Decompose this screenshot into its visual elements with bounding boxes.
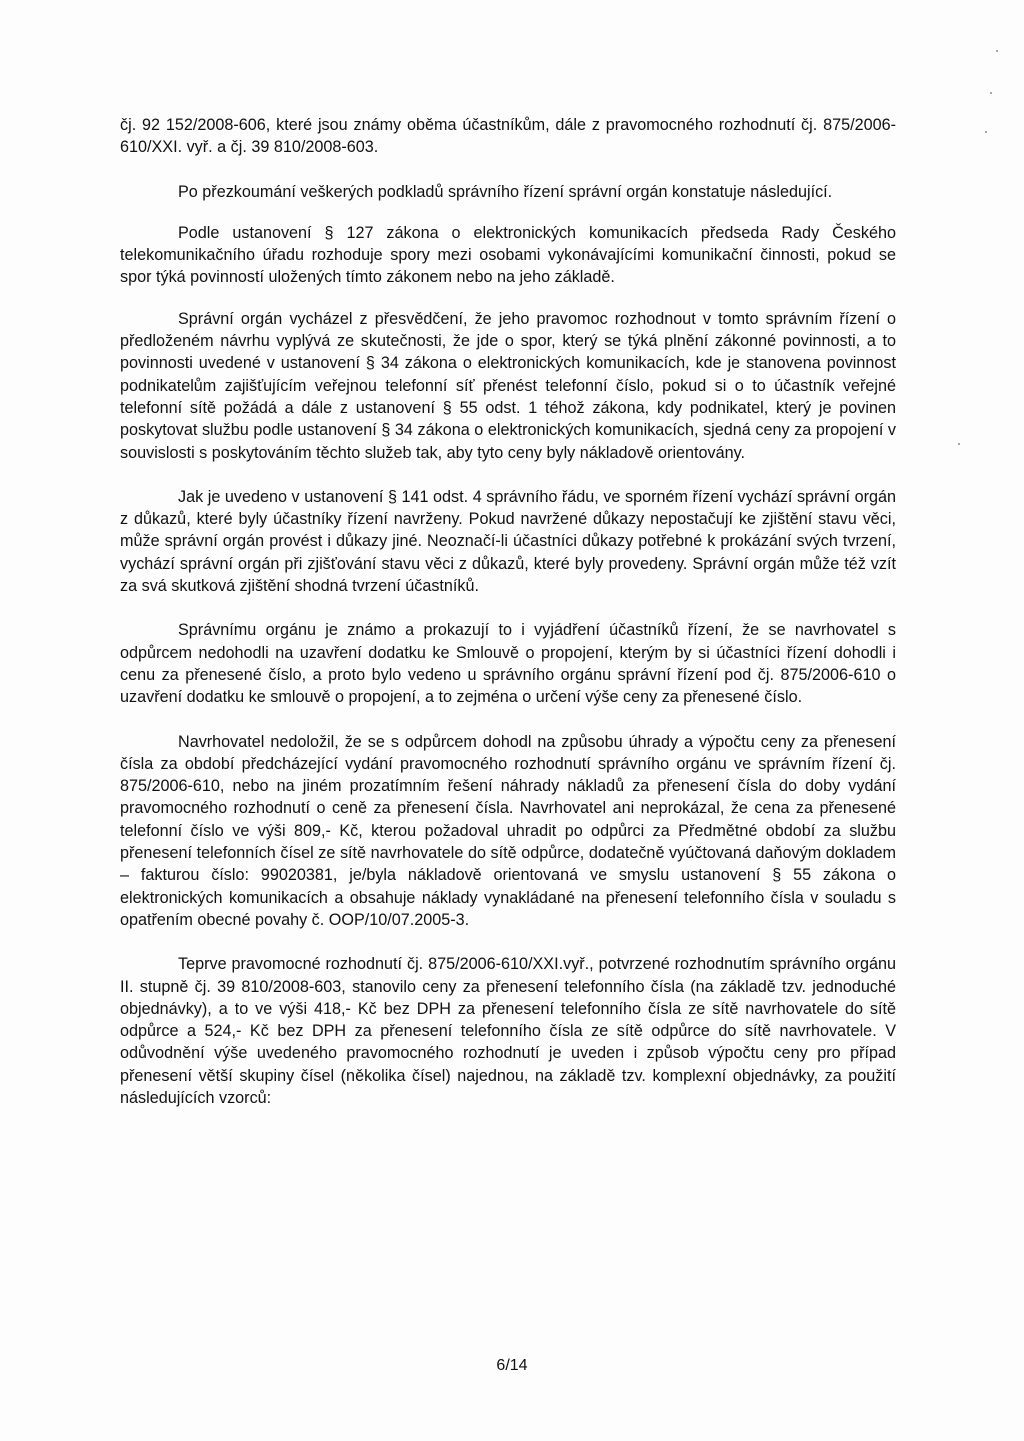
scan-speck bbox=[996, 50, 998, 52]
paragraph-references: čj. 92 152/2008-606, které jsou známy oběma účastníkům, dále z pravomocného rozhodnutí čj. 875/2006-610/XXI. vyř. a čj. 39 810/2008-603. bbox=[120, 116, 896, 157]
scan-speck bbox=[958, 443, 960, 445]
paragraph-jurisdiction: Správní orgán vycházel z přesvědčení, že jeho pravomoc rozhodnout v tomto správním řízení o předloženém návrhu vyplývá ze skutečnosti, že jde o spor, který se týká plnění zákonné povinnosti, a to povinnosti uvedené v ustanovení § 34 zákona o elektronických komunikacích, kde je stanovena povinnost podnikatelům zajišťujícím veřejnou telefonní síť přenést telefonní číslo, pokud si o to účastník veřejné telefonní sítě požádá a dále z ustanovení § 55 odst. 1 téhož zákona, kdy podnikatel, který je povinen poskytovat službu podle ustanovení § 34 zákona o elektronických komunikacích, sjedná ceny za propojení v souvislosti s poskytováním těchto služeb tak, aby tyto ceny byly nákladově orientovány. bbox=[120, 309, 896, 462]
page-number: 6/14 bbox=[496, 1357, 528, 1374]
paragraph-evidence: Jak je uvedeno v ustanovení § 141 odst. 4 správního řádu, ve sporném řízení vychází správní orgán z důkazů, které byly účastníky řízení navrženy. Pokud navržené důkazy nepostačují ke zjištění stavu věci, může správní orgán provést i důkazy jiné. Neoznačí-li účastníci důkazy potřebné k prokázání svých tvrzení, vychází správní orgán při zjišťování stavu věci z důkazů, které byly provedeny. Správní orgán může též vzít za svá skutková zjištění shodná tvrzení účastníků. bbox=[120, 487, 896, 596]
document-body bbox=[120, 114, 896, 1109]
paragraph-review-statement: Po přezkoumání veškerých podkladů správního řízení správní orgán konstatuje následující. bbox=[178, 182, 833, 201]
scan-speck bbox=[990, 92, 992, 94]
paragraph-claimant-not-proven: Navrhovatel nedoložil, že se s odpůrcem dohodl na způsobu úhrady a výpočtu ceny za přenesení čísla za období předcházející vydání pravomocného rozhodnutí správního orgánu ve správním řízení čj. 875/2006-610, nebo na jiném prozatímním řešení náhrady nákladů za přenesení čísla do doby vydání pravomocného rozhodnutí o ceně za přenesení čísla. Navrhovatel ani neprokázal, že cena za přenesené telefonní číslo ve výši 809,- Kč, kterou požadoval uhradit po odpůrci za Předmětné období za službu přenesení telefonních čísel ze sítě navrhovatele do sítě odpůrce, dodatečně vyúčtovaná daňovým dokladem – fakturou číslo: 99020381, je/byla nákladově orientovaná ve smyslu ustanovení § 55 zákona o elektronických komunikacích a obsahuje náklady vynakládané na přenesení telefonního čísla v souladu s opatřením obecné povahy č. OOP/10/07.2005-3. bbox=[120, 732, 896, 929]
paragraph-known-facts: Správnímu orgánu je známo a prokazují to i vyjádření účastníků řízení, že se navrhovatel s odpůrcem nedohodli na uzavření dodatku ke Smlouvě o propojení, kterým by si účastníci řízení dohodli i cenu za přenesené číslo, a proto bylo vedeno u správního orgánu správní řízení pod čj. 875/2006-610 o uzavření dodatku ke smlouvě o propojení, a to zejména o určení výše ceny za přenesené číslo. bbox=[120, 621, 896, 707]
scan-speck bbox=[985, 131, 987, 133]
paragraph-final-decision: Teprve pravomocné rozhodnutí čj. 875/2006-610/XXI.vyř., potvrzené rozhodnutím správního orgánu II. stupně čj. 39 810/2008-603, stanovilo ceny za přenesení telefonního čísla (na základě tzv. jednoduché objednávky), a to ve výši 418,- Kč bez DPH za přenesení telefonního čísla ze sítě navrhovatele do sítě odpůrce a 524,- Kč bez DPH za přenesení telefonního čísla ze sítě odpůrce do sítě navrhovatele. V odůvodnění výše uvedeného pravomocného rozhodnutí je uveden i způsob výpočtu ceny pro případ přenesení větší skupiny čísel (několika čísel) najednou, na základě tzv. komplexní objednávky, za použití následujících vzorců: bbox=[120, 955, 896, 1107]
paragraph-legal-basis: Podle ustanovení § 127 zákona o elektronických komunikacích předseda Rady Českého telekomunikačního úřadu rozhoduje spory mezi osobami vykonávajícími komunikační činnosti, pokud se spor týká povinností uložených tímto zákonem nebo na jeho základě. bbox=[120, 223, 896, 287]
